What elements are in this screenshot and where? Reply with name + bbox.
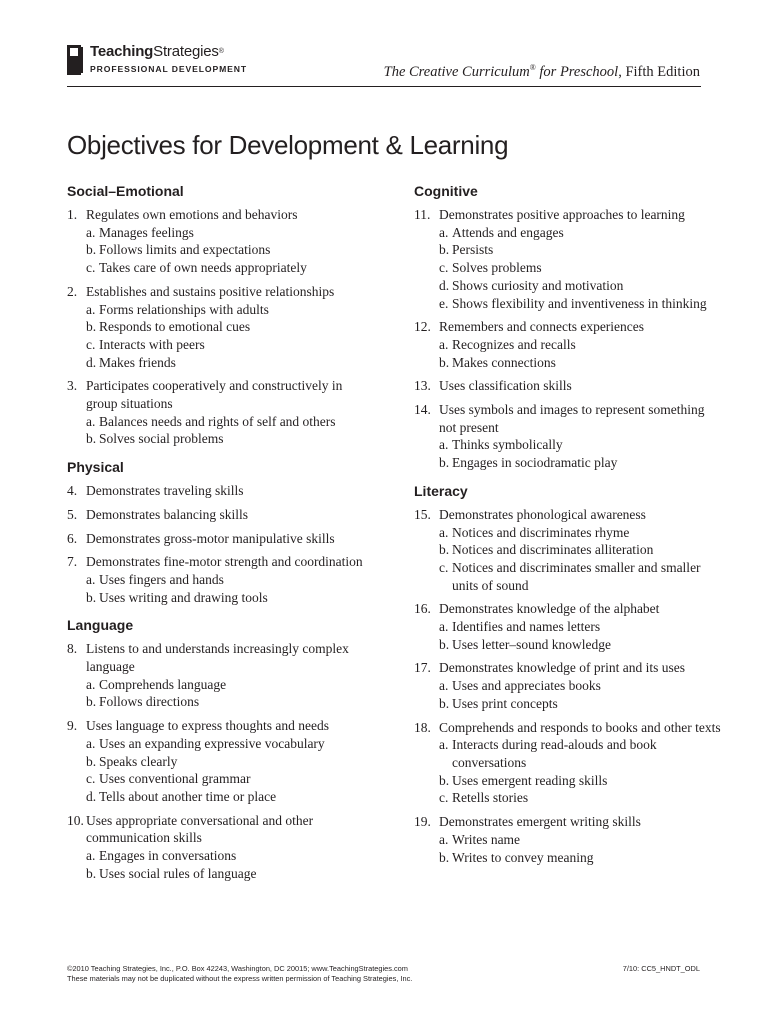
- objective-number: 18.: [414, 719, 431, 735]
- sub-objective-text: Makes friends: [99, 354, 176, 370]
- sub-objective: [86, 318, 367, 336]
- sub-objective: [86, 224, 367, 242]
- sub-objective: [439, 295, 724, 313]
- objective-text: Uses appropriate conversational and other communication skills: [86, 812, 314, 846]
- sub-objective-letter: a.: [86, 413, 96, 429]
- objective-number: 19.: [414, 814, 431, 830]
- objective-number: 8.: [67, 641, 78, 657]
- sub-objective: [86, 259, 367, 277]
- sub-objective: [86, 354, 367, 372]
- logo-brand: TeachingStrategies®: [90, 43, 224, 60]
- objective-body: [86, 717, 367, 806]
- sub-objective-letter: b.: [86, 319, 97, 335]
- footer-line-2: These materials may not be duplicated without the express written permission of Teaching Strategies, Inc.: [67, 974, 413, 983]
- sub-objective-letter: c.: [86, 260, 96, 276]
- sub-objective-letter: c.: [439, 559, 449, 575]
- sub-objective-text: Follows limits and expectations: [99, 242, 271, 258]
- sub-objective-letter: b.: [86, 865, 97, 881]
- objective-text: Establishes and sustains positive relationships: [86, 283, 335, 299]
- objective-body: [439, 318, 724, 371]
- section: [67, 458, 367, 606]
- sub-objective-text: Responds to emotional cues: [99, 319, 251, 335]
- objective-number: 17.: [414, 660, 431, 676]
- sub-objective: [86, 676, 367, 694]
- sub-objective-letter: b.: [86, 431, 97, 447]
- objective-item: [67, 530, 367, 548]
- sub-objective: [86, 241, 367, 259]
- objective-text: Demonstrates traveling skills: [86, 483, 244, 499]
- objective-body: [86, 640, 367, 711]
- sub-objective-text: Follows directions: [99, 694, 200, 710]
- sub-objective: [439, 559, 724, 594]
- sub-objective-text: Writes to convey meaning: [452, 849, 594, 865]
- sub-objective-letter: a.: [439, 336, 449, 352]
- objective-item: [67, 283, 367, 372]
- sub-objective-text: Uses emergent reading skills: [452, 772, 608, 788]
- sub-objective: [439, 524, 724, 542]
- sub-objective-text: Interacts with peers: [99, 336, 205, 352]
- objective-body: [439, 600, 724, 653]
- objective-body: [86, 283, 367, 372]
- sub-objective-text: Engages in conversations: [99, 848, 237, 864]
- objective-item: [67, 812, 367, 883]
- left-column: [67, 182, 367, 893]
- objective-body: [86, 482, 367, 500]
- objective-text: Demonstrates balancing skills: [86, 506, 248, 522]
- sub-objective-text: Recognizes and recalls: [452, 336, 576, 352]
- objective-item: [67, 553, 367, 606]
- objective-body: [439, 813, 724, 866]
- objective-item: [414, 719, 724, 808]
- sub-objective-letter: a.: [439, 524, 449, 540]
- sub-objective-text: Uses fingers and hands: [99, 571, 224, 587]
- sub-objective: [439, 241, 724, 259]
- objective-body: [439, 719, 724, 808]
- objective-number: 6.: [67, 530, 78, 546]
- objective-text: Demonstrates positive approaches to learning: [439, 207, 685, 222]
- objective-text: Participates cooperatively and constructively in group situations: [86, 378, 343, 412]
- sub-objective-letter: a.: [439, 831, 449, 847]
- sub-objective-letter: b.: [439, 636, 450, 652]
- sub-objective: [86, 693, 367, 711]
- objective-item: [67, 640, 367, 711]
- sub-objective: [439, 336, 724, 354]
- objective-text: Remembers and connects experiences: [439, 319, 645, 335]
- section: [414, 182, 724, 472]
- objective-body: [86, 812, 367, 883]
- objective-text: Regulates own emotions and behaviors: [86, 207, 298, 222]
- footer-document-code: 7/10: CC5_HNDT_ODL: [622, 964, 700, 973]
- objective-text: Uses language to express thoughts and needs: [86, 718, 329, 734]
- sub-objective: [439, 636, 724, 654]
- footer-copyright: [67, 964, 412, 984]
- objective-text: Uses classification skills: [439, 378, 572, 394]
- objective-number: 15.: [414, 506, 431, 522]
- objective-number: 12.: [414, 319, 431, 335]
- objective-text: Listens to and understands increasingly complex language: [86, 641, 349, 675]
- sub-objective-letter: c.: [439, 790, 449, 806]
- objective-item: [67, 717, 367, 806]
- objective-item: [414, 401, 724, 472]
- sub-objective-text: Shows curiosity and motivation: [452, 277, 624, 293]
- objective-body: [86, 553, 367, 606]
- sub-objective-letter: b.: [439, 695, 450, 711]
- section-title: Social–Emotional: [67, 183, 184, 199]
- sub-objective-letter: d.: [86, 788, 97, 804]
- objective-body: [439, 401, 724, 472]
- objective-item: [67, 206, 367, 277]
- section-title: Language: [67, 617, 134, 634]
- sub-objective: [439, 277, 724, 295]
- sub-objective: [439, 831, 724, 849]
- teaching-strategies-logo: [67, 44, 247, 75]
- sub-objective-letter: b.: [86, 242, 97, 258]
- objective-item: [414, 377, 724, 395]
- objective-number: 7.: [67, 554, 78, 570]
- logo-mark-icon: [67, 45, 85, 75]
- section: [414, 482, 724, 866]
- objective-text: Demonstrates fine-motor strength and coordination: [86, 554, 363, 570]
- sub-objective-text: Speaks clearly: [99, 753, 178, 769]
- sub-objective: [439, 849, 724, 867]
- sub-objective-text: Forms relationships with adults: [99, 301, 269, 317]
- sub-objective: [86, 589, 367, 607]
- section: [67, 616, 367, 882]
- objective-text: Demonstrates gross-motor manipulative skills: [86, 530, 335, 546]
- sub-objective: [86, 301, 367, 319]
- objective-body: [439, 206, 724, 312]
- objective-number: 3.: [67, 378, 78, 394]
- sub-objective-letter: a.: [86, 676, 96, 692]
- sub-objective: [439, 354, 724, 372]
- sub-objective-letter: d.: [86, 354, 97, 370]
- sub-objective: [86, 753, 367, 771]
- header-divider: [67, 86, 701, 87]
- sub-objective-letter: b.: [439, 354, 450, 370]
- logo-subtitle: PROFESSIONAL DEVELOPMENT: [90, 64, 248, 74]
- objective-number: 5.: [67, 506, 78, 522]
- sub-objective: [86, 735, 367, 753]
- sub-objective-text: Uses social rules of language: [99, 865, 257, 881]
- sub-objective-letter: c.: [86, 771, 96, 787]
- sub-objective-text: Notices and discriminates alliteration: [452, 542, 654, 558]
- objective-text: Uses symbols and images to represent something not present: [439, 402, 705, 435]
- sub-objective-letter: d.: [439, 277, 450, 293]
- sub-objective-letter: a.: [439, 737, 449, 753]
- sub-objective-text: Retells stories: [452, 790, 529, 806]
- right-column: [414, 182, 724, 876]
- sub-objective: [439, 259, 724, 277]
- sub-objective-text: Makes connections: [452, 354, 556, 370]
- objective-number: 2.: [67, 283, 78, 299]
- sub-objective-text: Writes name: [452, 831, 521, 847]
- objective-body: [86, 206, 367, 277]
- sub-objective-letter: b.: [86, 589, 97, 605]
- sub-objective-text: Shows flexibility and inventiveness in thinking: [452, 295, 707, 311]
- sub-objective-letter: b.: [439, 542, 450, 558]
- sub-objective-text: Uses writing and drawing tools: [99, 589, 268, 605]
- sub-objective-letter: c.: [86, 336, 96, 352]
- sub-objective-text: Identifies and names letters: [452, 619, 601, 635]
- objective-item: [67, 482, 367, 500]
- sub-objective-letter: b.: [439, 455, 450, 471]
- objective-text: Comprehends and responds to books and other texts: [439, 719, 721, 735]
- sub-objective-letter: a.: [86, 735, 96, 751]
- objective-body: [439, 377, 724, 395]
- objective-number: 9.: [67, 718, 78, 734]
- sub-objective: [439, 772, 724, 790]
- objective-text: Demonstrates phonological awareness: [439, 506, 646, 522]
- objective-item: [414, 506, 724, 595]
- objective-item: [414, 659, 724, 712]
- sub-objective-letter: a.: [439, 678, 449, 694]
- sub-objective: [86, 336, 367, 354]
- edition-title: The Creative Curriculum® for Preschool, Fifth Edition: [383, 63, 700, 80]
- sub-objective-text: Balances needs and rights of self and others: [99, 413, 336, 429]
- sub-objective: [86, 847, 367, 865]
- sub-objective-letter: a.: [86, 224, 96, 240]
- sub-objective-text: Takes care of own needs appropriately: [99, 260, 307, 276]
- objective-item: [414, 318, 724, 371]
- sub-objective: [86, 571, 367, 589]
- sub-objective-letter: a.: [439, 224, 449, 240]
- sub-objective: [439, 454, 724, 472]
- page-title: Objectives for Development & Learning: [67, 130, 509, 160]
- sub-objective-text: Uses print concepts: [452, 695, 558, 711]
- sub-objective-text: Tells about another time or place: [99, 788, 277, 804]
- objective-number: 14.: [414, 402, 431, 418]
- footer-line-1: ©2010 Teaching Strategies, Inc., P.O. Box 42243, Washington, DC 20015; www.TeachingStrategies.com: [67, 964, 408, 973]
- sub-objective-text: Uses and appreciates books: [452, 678, 601, 694]
- sub-objective-letter: c.: [439, 260, 449, 276]
- sub-objective-text: Persists: [452, 242, 494, 258]
- sub-objective-text: Attends and engages: [452, 224, 564, 240]
- sub-objective-letter: b.: [439, 772, 450, 788]
- objective-item: [67, 506, 367, 524]
- sub-objective-text: Notices and discriminates smaller and smaller units of sound: [452, 559, 701, 593]
- sub-objective: [86, 413, 367, 431]
- sub-objective: [439, 224, 724, 242]
- objective-body: [86, 530, 367, 548]
- sub-objective-letter: b.: [86, 753, 97, 769]
- sub-objective: [439, 541, 724, 559]
- section-title: Cognitive: [414, 183, 478, 199]
- objective-body: [86, 506, 367, 524]
- sub-objective-letter: a.: [439, 619, 449, 635]
- sub-objective-text: Thinks symbolically: [452, 437, 563, 453]
- objective-number: 16.: [414, 601, 431, 617]
- objective-item: [67, 377, 367, 448]
- sub-objective: [86, 430, 367, 448]
- sub-objective-text: Solves social problems: [99, 431, 224, 447]
- sub-objective-letter: a.: [86, 571, 96, 587]
- section-title: Literacy: [414, 482, 468, 499]
- sub-objective-text: Interacts during read-alouds and book conversations: [452, 737, 657, 770]
- sub-objective: [439, 436, 724, 454]
- objective-text: Demonstrates knowledge of the alphabet: [439, 601, 660, 617]
- sub-objective-letter: b.: [439, 242, 450, 258]
- sub-objective: [439, 695, 724, 713]
- sub-objective-text: Solves problems: [452, 260, 542, 276]
- sub-objective: [86, 865, 367, 883]
- objective-item: [414, 206, 724, 312]
- sub-objective: [86, 770, 367, 788]
- sub-objective-letter: a.: [439, 437, 449, 453]
- sub-objective-letter: b.: [86, 694, 97, 710]
- objective-body: [439, 506, 724, 595]
- objective-number: 4.: [67, 483, 78, 499]
- sub-objective-text: Notices and discriminates rhyme: [452, 524, 630, 540]
- sub-objective: [439, 677, 724, 695]
- objective-number: 1.: [67, 207, 78, 222]
- objective-body: [86, 377, 367, 448]
- objective-number: 11.: [414, 207, 431, 222]
- objective-text: Demonstrates knowledge of print and its uses: [439, 660, 685, 676]
- sub-objective: [439, 618, 724, 636]
- sub-objective-text: Uses letter–sound knowledge: [452, 636, 611, 652]
- sub-objective-letter: a.: [86, 848, 96, 864]
- sub-objective-text: Engages in sociodramatic play: [452, 455, 618, 471]
- objective-number: 10.: [67, 812, 84, 828]
- objective-text: Demonstrates emergent writing skills: [439, 814, 641, 830]
- sub-objective-text: Uses an expanding expressive vocabulary: [99, 735, 325, 751]
- objective-body: [439, 659, 724, 712]
- section-title: Physical: [67, 459, 124, 476]
- sub-objective-text: Manages feelings: [99, 224, 194, 240]
- sub-objective-text: Comprehends language: [99, 676, 227, 692]
- objective-item: [414, 813, 724, 866]
- objective-number: 13.: [414, 378, 431, 394]
- sub-objective-letter: a.: [86, 301, 96, 317]
- sub-objective: [439, 789, 724, 807]
- sub-objective: [86, 788, 367, 806]
- sub-objective-letter: b.: [439, 849, 450, 865]
- sub-objective-text: Uses conventional grammar: [99, 771, 251, 787]
- section: [67, 182, 367, 448]
- sub-objective: [439, 736, 724, 771]
- sub-objective-letter: e.: [439, 295, 449, 311]
- objective-item: [414, 600, 724, 653]
